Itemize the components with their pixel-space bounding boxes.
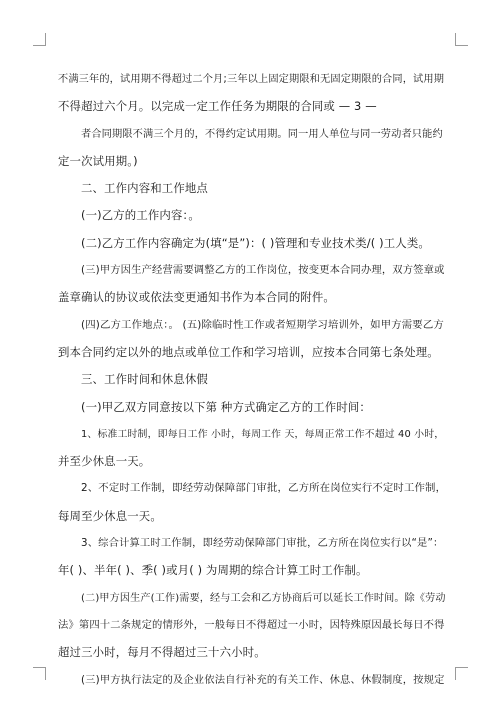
body-line: (二)乙方工作内容确定为(填“是”)：( )管理和专业技术类/( )工人类。 xyxy=(81,235,430,250)
document-body xyxy=(58,66,446,694)
section-heading: 三、工作时间和休息休假 xyxy=(81,372,208,387)
body-line: 2、不定时工作制，即经劳动保障部门审批，乙方所在岗位实行不定时工作制， xyxy=(81,482,447,495)
body-line: (四)乙方工作地点：。 (五)除临时性工作或者短期学习培训外，如甲方需要乙方 xyxy=(81,318,444,331)
body-line: (三)甲方因生产经营需要调整乙方的工作岗位，按变更本合同办理，双方签章或 xyxy=(81,264,445,277)
body-line: 不得超过六个月。以完成一定工作任务为期限的合同或 — 3 — xyxy=(58,99,377,114)
body-line: 3、综合计算工时工作制，即经劳动保障部门审批，乙方所在岗位实行以“是”： xyxy=(81,537,444,550)
body-line: 每周至少休息一天。 xyxy=(58,508,162,523)
body-line: 年( )、半年( )、季( )或月( ) 为周期的综合计算工时工作制。 xyxy=(58,563,368,578)
body-line: 1、标准工时制，即每日工作 小时，每周工作 天，每周正常工作不超过 40 小时， xyxy=(81,428,445,440)
body-line: (二)甲方因生产(工作)需要，经与工会和乙方协商后可以延长工作时间。除《劳动 xyxy=(81,592,446,604)
body-line: (三)甲方执行法定的及企业依法自行补充的有关工作、休息、休假制度，按规定 xyxy=(81,673,445,686)
body-line: 并至少休息一天。 xyxy=(58,454,151,469)
section-heading: 二、工作内容和工作地点 xyxy=(81,181,208,196)
body-line: 不满三年的，试用期不得超过二个月;三年以上固定期限和无固定期限的合同，试用期 xyxy=(58,74,445,85)
body-line: (一)甲乙双方同意按以下第 种方式确定乙方的工作时间： xyxy=(81,399,371,414)
crop-mark-top-right xyxy=(455,33,468,46)
body-line: (一)乙方的工作内容：。 xyxy=(81,208,200,223)
crop-mark-bottom-left xyxy=(33,667,46,680)
body-line: 盖章确认的协议或依法变更通知书作为本合同的附件。 xyxy=(58,290,335,305)
body-line: 法》第四十二条规定的情形外，一般每日不得超过一小时，因特殊原因最长每日不得 xyxy=(58,618,445,631)
body-line: 超过三小时，每月不得超过三十六小时。 xyxy=(58,645,266,660)
body-line: 到本合同约定以外的地点或单位工作和学习培训，应按本合同第七条处理。 xyxy=(58,344,439,359)
body-line: 者合同期限不满三个月的，不得约定试用期。同一用人单位与同一劳动者只能约 xyxy=(81,128,443,140)
crop-mark-bottom-right xyxy=(455,667,468,680)
body-line: 定一次试用期。) xyxy=(58,153,138,168)
crop-mark-top-left xyxy=(33,33,46,46)
